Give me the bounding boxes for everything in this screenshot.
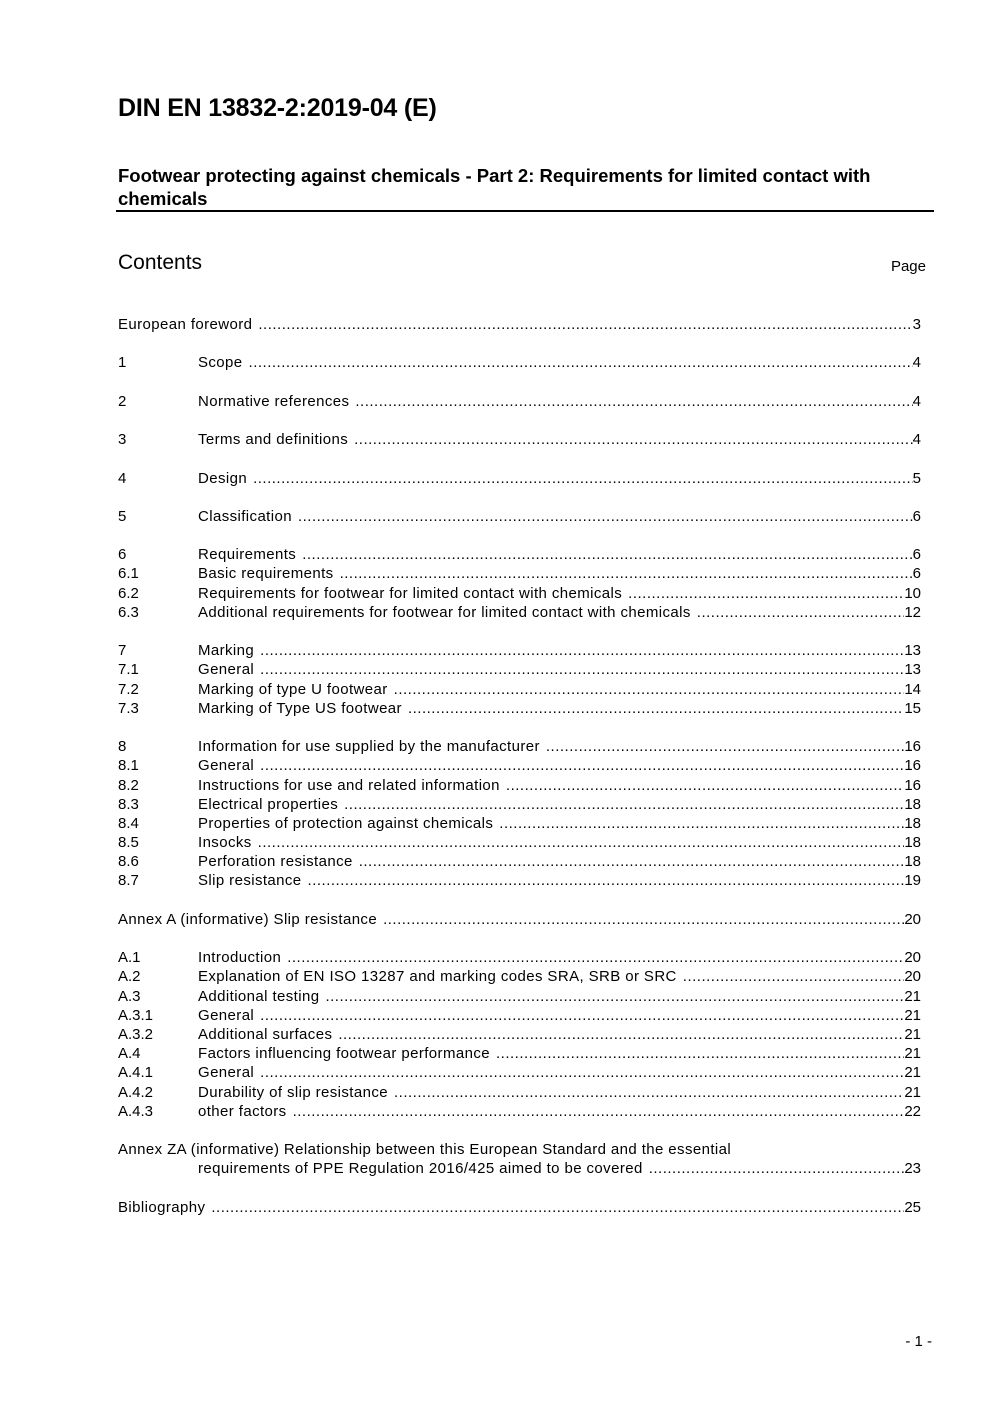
toc-label: Introduction bbox=[198, 949, 282, 967]
toc-entry[interactable] bbox=[118, 1044, 921, 1063]
toc-label: Slip resistance bbox=[198, 872, 302, 890]
toc-number: A.4 bbox=[118, 1045, 141, 1063]
toc-number: A.3 bbox=[118, 987, 141, 1005]
toc-entry[interactable] bbox=[118, 1083, 921, 1102]
toc-leader bbox=[211, 1198, 904, 1217]
toc-leader bbox=[258, 315, 912, 334]
toc-number: A.4.2 bbox=[118, 1083, 154, 1101]
toc-leader bbox=[354, 430, 913, 449]
toc-number: 6.2 bbox=[118, 584, 139, 602]
toc-entry[interactable] bbox=[118, 507, 921, 526]
toc-leader bbox=[628, 584, 904, 603]
toc-entry[interactable] bbox=[118, 353, 921, 372]
toc-page: 6 bbox=[912, 565, 921, 583]
toc-leader bbox=[649, 1159, 905, 1178]
toc-number: A.3.1 bbox=[118, 1006, 154, 1024]
toc-entry[interactable] bbox=[118, 584, 921, 603]
toc-number: 8.5 bbox=[118, 834, 139, 852]
toc-page: 21 bbox=[904, 1083, 921, 1101]
toc-label: Terms and definitions bbox=[198, 431, 349, 449]
toc-entry[interactable] bbox=[118, 469, 921, 488]
toc-label: Basic requirements bbox=[198, 565, 334, 583]
toc-number: 8 bbox=[118, 738, 127, 756]
toc-leader bbox=[293, 1102, 905, 1121]
toc-label: Durability of slip resistance bbox=[198, 1083, 389, 1101]
toc-leader bbox=[697, 603, 905, 622]
toc-entry[interactable] bbox=[118, 392, 921, 411]
toc-leader bbox=[253, 469, 913, 488]
toc-leader bbox=[394, 680, 905, 699]
toc-page: 20 bbox=[904, 968, 921, 986]
toc-label: General bbox=[198, 757, 255, 775]
toc-number: 8.4 bbox=[118, 814, 139, 832]
toc-label: Additional requirements for footwear for limited contact with chemicals bbox=[198, 603, 691, 621]
toc-label: European foreword bbox=[118, 316, 253, 333]
toc-label: Marking of Type US footwear bbox=[198, 699, 402, 717]
toc-entry[interactable] bbox=[118, 967, 921, 986]
toc-leader bbox=[683, 967, 905, 986]
toc-leader bbox=[302, 545, 912, 564]
toc-entry[interactable] bbox=[118, 871, 921, 890]
toc-page: 25 bbox=[904, 1198, 921, 1216]
toc-entry[interactable] bbox=[118, 315, 921, 334]
toc-leader bbox=[260, 1063, 904, 1082]
toc-number: 7.2 bbox=[118, 680, 139, 698]
toc-entry[interactable] bbox=[118, 776, 921, 795]
toc-page: 14 bbox=[904, 680, 921, 698]
toc-number: A.3.2 bbox=[118, 1025, 154, 1043]
toc-page: 6 bbox=[912, 546, 921, 564]
toc-label: Requirements for footwear for limited contact with chemicals bbox=[198, 584, 623, 602]
contents-heading: Contents bbox=[118, 251, 203, 274]
toc-leader bbox=[383, 910, 904, 929]
toc-page: 16 bbox=[904, 757, 921, 775]
toc-page: 13 bbox=[904, 642, 921, 660]
toc-entry[interactable] bbox=[118, 603, 921, 622]
toc-label: Explanation of EN ISO 13287 and marking codes SRA, SRB or SRC bbox=[198, 968, 677, 986]
toc-leader bbox=[394, 1083, 904, 1102]
toc-number: A.1 bbox=[118, 949, 141, 967]
toc-label: Electrical properties bbox=[198, 795, 339, 813]
toc-number: 7.1 bbox=[118, 661, 139, 679]
toc-leader bbox=[499, 814, 904, 833]
toc-leader bbox=[408, 699, 904, 718]
toc-label: General bbox=[198, 1006, 255, 1024]
toc-leader bbox=[260, 756, 904, 775]
toc-label: Scope bbox=[198, 354, 243, 372]
toc-leader bbox=[260, 1006, 904, 1025]
toc-number: 4 bbox=[118, 469, 127, 487]
toc-page: 21 bbox=[904, 1064, 921, 1082]
toc-page: 18 bbox=[904, 853, 921, 871]
toc-leader bbox=[359, 852, 905, 871]
toc-page: 4 bbox=[912, 431, 921, 449]
toc-leader bbox=[546, 737, 904, 756]
toc-number: 8.7 bbox=[118, 872, 139, 890]
toc-entry[interactable] bbox=[118, 1140, 921, 1159]
toc-leader bbox=[260, 660, 904, 679]
toc-leader bbox=[496, 1044, 904, 1063]
toc-label: Annex ZA (informative) Relationship between this European Standard and the essential bbox=[118, 1141, 732, 1159]
toc-page: 16 bbox=[904, 738, 921, 756]
toc-page: 13 bbox=[904, 661, 921, 679]
toc-entry[interactable] bbox=[118, 756, 921, 775]
toc-label: requirements of PPE Regulation 2016/425 aimed to be covered bbox=[198, 1160, 643, 1178]
toc-number: 2 bbox=[118, 392, 127, 410]
toc-label: Classification bbox=[198, 507, 292, 525]
toc-label: Information for use supplied by the manufacturer bbox=[198, 738, 540, 756]
toc-page: 4 bbox=[912, 354, 921, 372]
toc-number: A.4.3 bbox=[118, 1102, 154, 1120]
toc-number: A.2 bbox=[118, 968, 141, 986]
toc-label: General bbox=[198, 661, 255, 679]
document-title: Footwear protecting against chemicals - Part 2: Requirements for limited contact with chemicals bbox=[118, 165, 871, 209]
toc-number: 8.2 bbox=[118, 776, 139, 794]
title-divider bbox=[116, 210, 934, 212]
toc-leader bbox=[340, 564, 913, 583]
toc-entry[interactable] bbox=[118, 1159, 921, 1178]
toc-leader bbox=[258, 833, 905, 852]
toc-leader bbox=[325, 987, 904, 1006]
toc-page: 21 bbox=[904, 987, 921, 1005]
toc-entry[interactable] bbox=[118, 795, 921, 814]
toc-number: A.4.1 bbox=[118, 1064, 154, 1082]
toc-page: 18 bbox=[904, 834, 921, 852]
toc-leader bbox=[308, 871, 905, 890]
toc-leader bbox=[338, 1025, 904, 1044]
toc-label: Additional surfaces bbox=[198, 1025, 333, 1043]
toc-label: Normative references bbox=[198, 392, 350, 410]
toc-entry[interactable] bbox=[118, 1063, 921, 1082]
toc-entry[interactable] bbox=[118, 737, 921, 756]
toc-page: 18 bbox=[904, 795, 921, 813]
toc-page: 22 bbox=[904, 1102, 921, 1120]
toc-entry[interactable] bbox=[118, 430, 921, 449]
toc-entry[interactable] bbox=[118, 1006, 921, 1025]
toc-label: Properties of protection against chemicals bbox=[198, 814, 494, 832]
toc-number: 6.1 bbox=[118, 565, 139, 583]
toc-number: 8.3 bbox=[118, 795, 139, 813]
toc-entry[interactable] bbox=[118, 1102, 921, 1121]
toc-number: 8.6 bbox=[118, 853, 139, 871]
toc-entry[interactable] bbox=[118, 910, 921, 929]
toc-page: 10 bbox=[904, 584, 921, 602]
page-number: - 1 - bbox=[905, 1333, 932, 1350]
toc-entry[interactable] bbox=[118, 1198, 921, 1217]
toc-number: 3 bbox=[118, 431, 127, 449]
toc-leader bbox=[287, 948, 904, 967]
toc-label: Additional testing bbox=[198, 987, 320, 1005]
toc-entry[interactable] bbox=[118, 814, 921, 833]
toc-label: Design bbox=[198, 469, 248, 487]
toc-entry[interactable] bbox=[118, 1025, 921, 1044]
toc-page: 18 bbox=[904, 814, 921, 832]
toc-number: 6 bbox=[118, 546, 127, 564]
toc-number: 8.1 bbox=[118, 757, 139, 775]
toc-number: 7.3 bbox=[118, 699, 139, 717]
toc-page: 20 bbox=[904, 910, 921, 928]
toc-entry[interactable] bbox=[118, 545, 921, 564]
table-of-contents bbox=[118, 315, 921, 1217]
toc-leader bbox=[298, 507, 913, 526]
toc-number: 6.3 bbox=[118, 603, 139, 621]
toc-entry[interactable] bbox=[118, 948, 921, 967]
toc-label: Perforation resistance bbox=[198, 853, 353, 871]
toc-leader bbox=[260, 641, 904, 660]
toc-page: 5 bbox=[912, 469, 921, 487]
toc-page: 12 bbox=[904, 603, 921, 621]
toc-page: 20 bbox=[904, 949, 921, 967]
toc-number: 5 bbox=[118, 507, 127, 525]
toc-label: Marking bbox=[198, 642, 255, 660]
toc-entry[interactable] bbox=[118, 987, 921, 1006]
toc-page: 4 bbox=[912, 392, 921, 410]
toc-leader bbox=[249, 353, 913, 372]
toc-entry[interactable] bbox=[118, 699, 921, 718]
toc-label: Insocks bbox=[198, 834, 252, 852]
toc-page: 15 bbox=[904, 699, 921, 717]
toc-label: other factors bbox=[198, 1102, 287, 1120]
toc-page: 21 bbox=[904, 1006, 921, 1024]
toc-entry[interactable] bbox=[118, 641, 921, 660]
toc-number: 1 bbox=[118, 354, 127, 372]
toc-page: 21 bbox=[904, 1025, 921, 1043]
toc-page: 3 bbox=[912, 316, 921, 333]
toc-page: 6 bbox=[912, 507, 921, 525]
toc-entry[interactable] bbox=[118, 564, 921, 583]
page-column-heading: Page bbox=[890, 258, 926, 275]
toc-page: 19 bbox=[904, 872, 921, 890]
toc-leader bbox=[344, 795, 904, 814]
toc-label: Requirements bbox=[198, 546, 297, 564]
toc-entry[interactable] bbox=[118, 680, 921, 699]
toc-entry[interactable] bbox=[118, 852, 921, 871]
toc-number: 7 bbox=[118, 642, 127, 660]
toc-page: 16 bbox=[904, 776, 921, 794]
toc-label: Annex A (informative) Slip resistance bbox=[118, 910, 378, 928]
toc-leader bbox=[506, 776, 904, 795]
toc-page: 21 bbox=[904, 1045, 921, 1063]
document-id: DIN EN 13832-2:2019-04 (E) bbox=[118, 94, 437, 122]
toc-entry[interactable] bbox=[118, 833, 921, 852]
toc-page: 23 bbox=[904, 1160, 921, 1178]
toc-label: Factors influencing footwear performance bbox=[198, 1045, 490, 1063]
toc-label: Marking of type U footwear bbox=[198, 680, 388, 698]
toc-entry[interactable] bbox=[118, 660, 921, 679]
toc-label: Instructions for use and related information bbox=[198, 776, 500, 794]
toc-label: General bbox=[198, 1064, 255, 1082]
toc-label: Bibliography bbox=[118, 1198, 206, 1216]
toc-leader bbox=[355, 392, 912, 411]
